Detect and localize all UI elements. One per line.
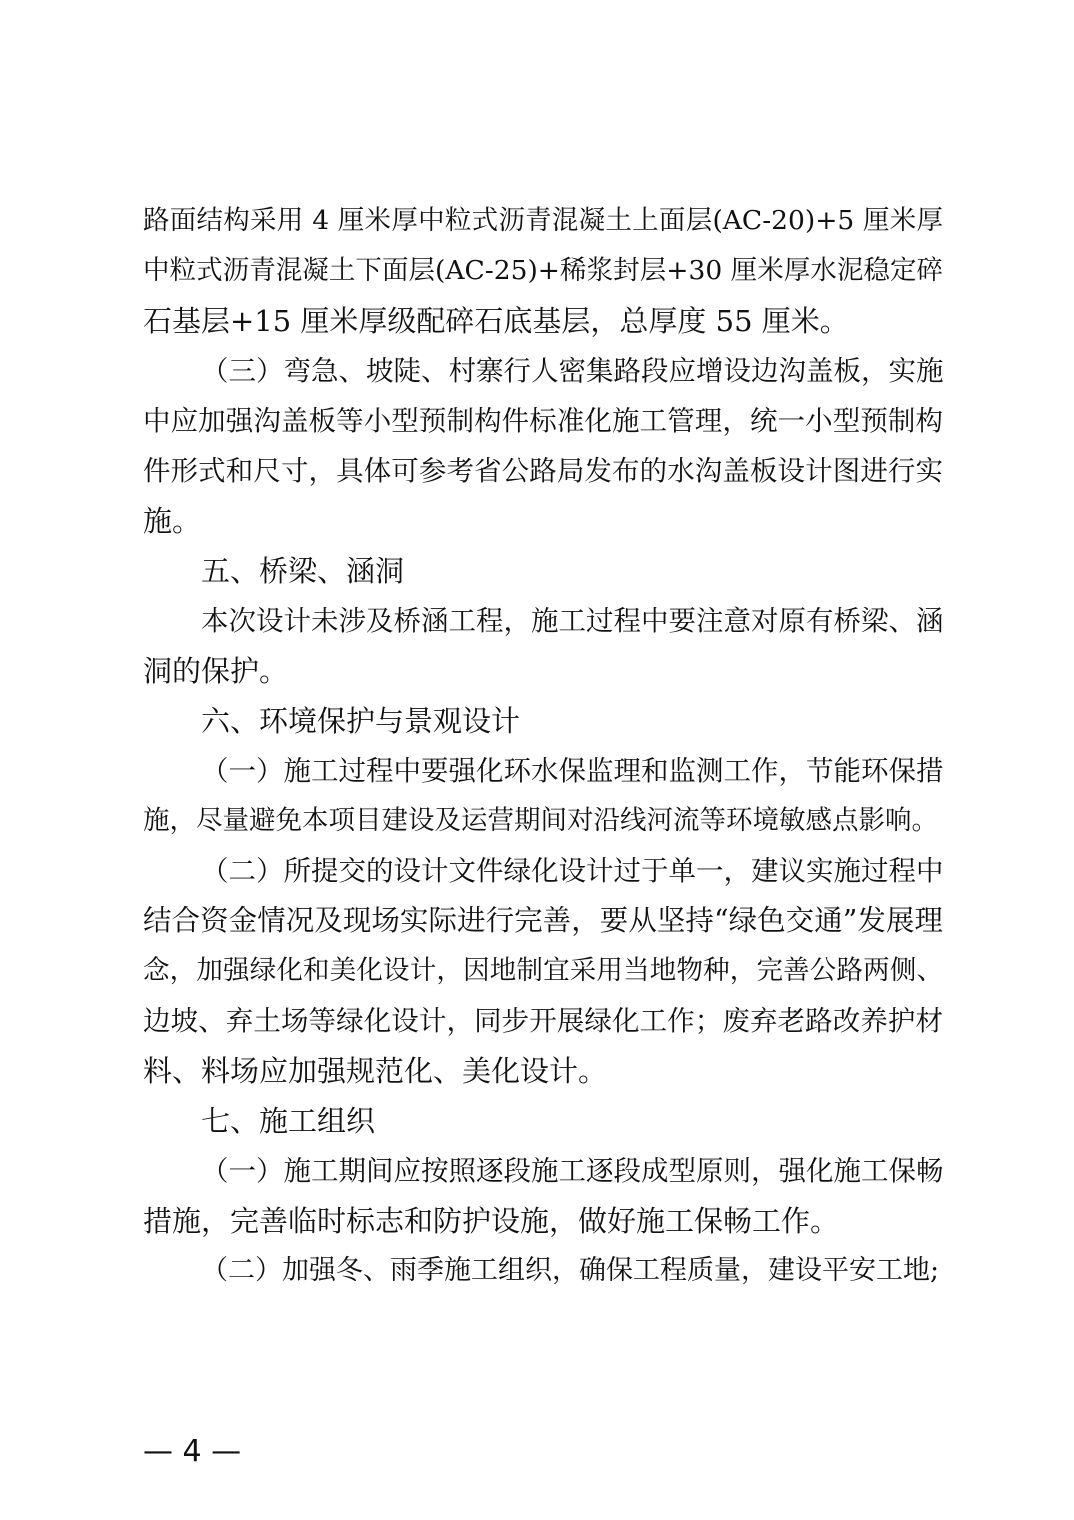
paragraph-7-1 bbox=[143, 1146, 943, 1246]
text-line: 念，加强绿化和美化设计，因地制宜采用当地物种，完善公路两侧、 bbox=[143, 955, 943, 986]
section-heading-7: 七、施工组织 bbox=[201, 1104, 376, 1138]
text-line: 中粒式沥青混凝土下面层(AC-25)+稀浆封层+30 厘米厚水泥稳定碎 bbox=[143, 255, 943, 286]
section-heading-6: 六、环境保护与景观设计 bbox=[201, 704, 521, 738]
text-line: 中应加强沟盖板等小型预制构件标准化施工管理，统一小型预制构 bbox=[143, 405, 943, 437]
paragraph-4-3 bbox=[143, 346, 943, 546]
text-line: 结合资金情况及现场实际进行完善，要从坚持“绿色交通”发展理 bbox=[143, 904, 943, 937]
text-line: 路面结构采用 4 厘米厚中粒式沥青混凝土上面层(AC-20)+5 厘米厚 bbox=[143, 205, 943, 236]
paragraph-pavement-structure bbox=[143, 196, 943, 346]
text-line: 措施，完善临时标志和防护设施，做好施工保畅工作。 bbox=[143, 1204, 840, 1238]
text-line: 施，尽量避免本项目建设及运营期间对沿线河流等环境敏感点影响。 bbox=[143, 805, 938, 836]
text-line: 洞的保护。 bbox=[143, 654, 289, 688]
paragraph-7-2 bbox=[143, 1246, 943, 1296]
text-line: 施。 bbox=[143, 504, 202, 538]
text-line: （一）施工过程中要强化环水保监理和监测工作，节能环保措 bbox=[201, 755, 944, 787]
paragraph-6-2 bbox=[143, 846, 943, 1096]
text-line: 本次设计未涉及桥涵工程，施工过程中要注意对原有桥梁、涵 bbox=[201, 605, 944, 637]
text-line: （三）弯急、坡陡、村寨行人密集路段应增设边沟盖板，实施 bbox=[201, 355, 944, 387]
section-heading-5: 五、桥梁、涵洞 bbox=[201, 554, 405, 588]
text-line: 件形式和尺寸，具体可参考省公路局发布的水沟盖板设计图进行实 bbox=[143, 455, 943, 487]
paragraph-5 bbox=[143, 596, 943, 696]
document-body bbox=[143, 196, 943, 1296]
text-line: 边坡、弃土场等绿化设计，同步开展绿化工作；废弃老路改养护材 bbox=[143, 1005, 943, 1037]
text-line: （二）所提交的设计文件绿化设计过于单一，建议实施过程中 bbox=[201, 855, 944, 887]
page-number: — 4 — bbox=[143, 1434, 242, 1469]
text-line: 石基层+15 厘米厚级配碎石底基层，总厚度 55 厘米。 bbox=[143, 304, 849, 338]
text-line: 料、料场应加强规范化、美化设计。 bbox=[143, 1054, 608, 1088]
paragraph-6-1 bbox=[143, 746, 943, 846]
text-line: （一）施工期间应按照逐段施工逐段成型原则，强化施工保畅 bbox=[201, 1155, 944, 1187]
text-line: （二）加强冬、雨季施工组织，确保工程质量，建设平安工地; bbox=[201, 1255, 940, 1286]
